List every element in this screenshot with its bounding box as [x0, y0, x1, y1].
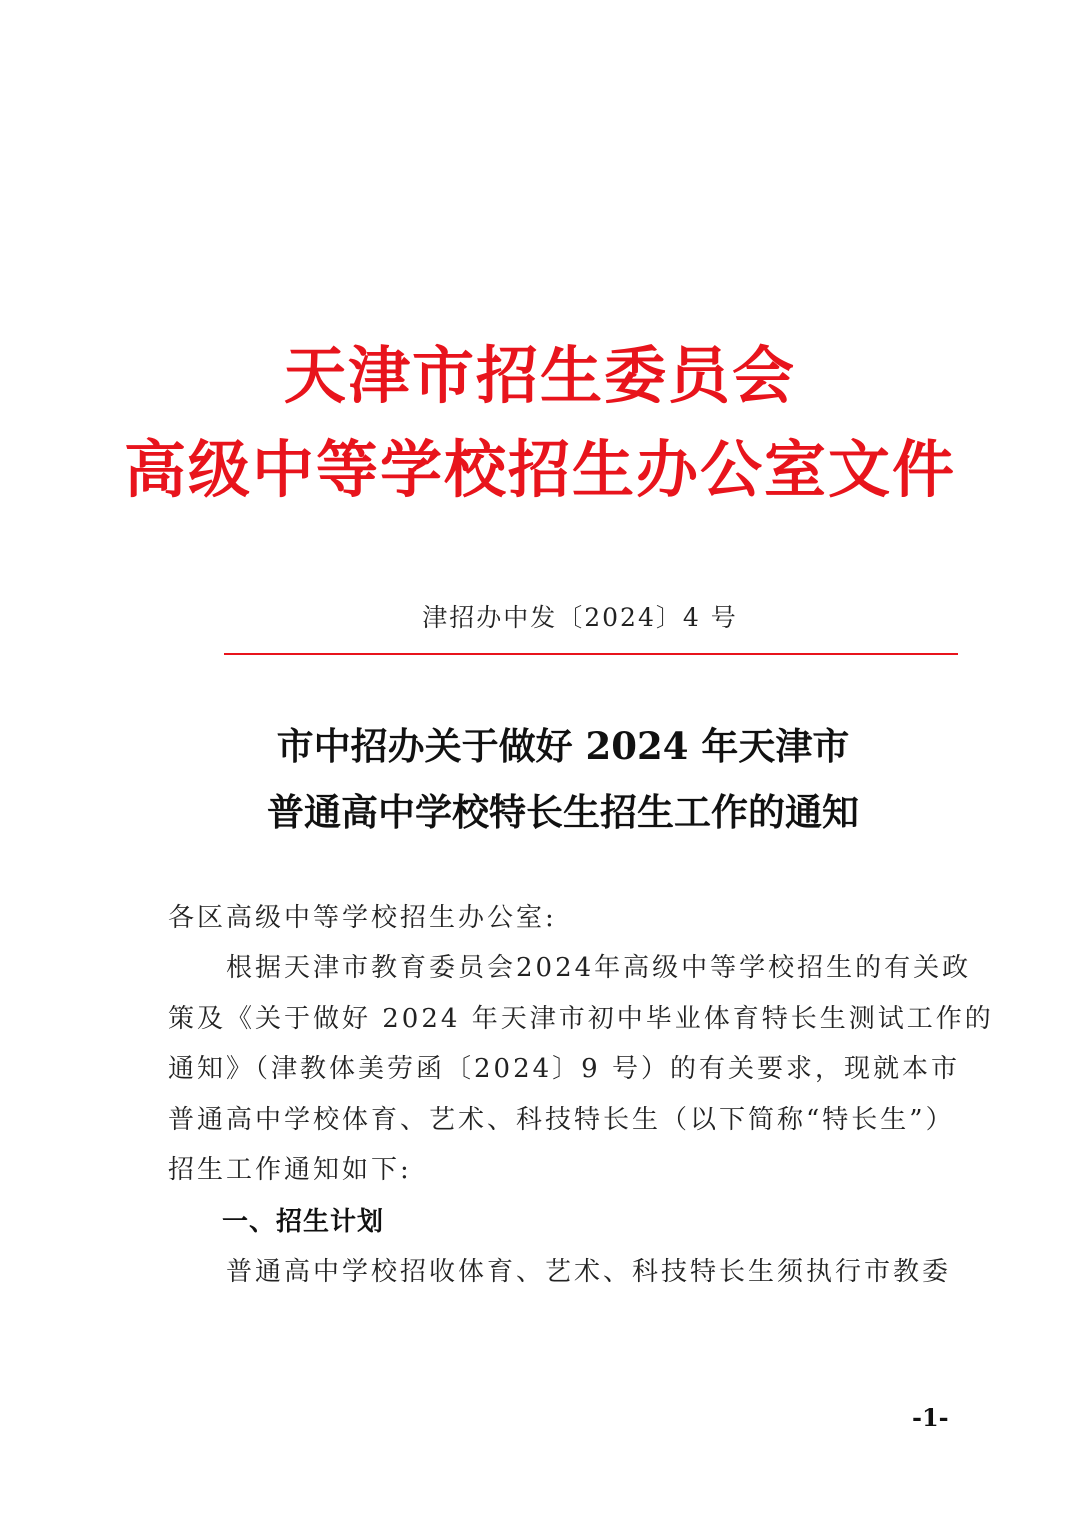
- red-divider-line: [224, 653, 958, 655]
- section-heading: 一、招生计划: [222, 1207, 385, 1237]
- issuer-title-line-2: 高级中等学校招生办公室文件: [123, 433, 956, 506]
- notice-title-line-2: 普通高中学校特长生招生工作的通知: [267, 790, 859, 834]
- body-text-line: 普通高中学校体育、艺术、科技特长生（以下简称“特长生”）: [168, 1105, 955, 1135]
- section-body-line: 普通高中学校招收体育、艺术、科技特长生须执行市教委: [226, 1257, 952, 1287]
- document-number: 津招办中发〔2024〕4 号: [422, 603, 738, 632]
- page-number: -1-: [912, 1403, 949, 1432]
- body-text-line: 招生工作通知如下:: [168, 1155, 412, 1185]
- body-text-line: 通知》（津教体美劳函〔2024〕9 号）的有关要求，现就本市: [168, 1054, 960, 1084]
- salutation: 各区高级中等学校招生办公室:: [168, 903, 557, 933]
- notice-title-line-1: 市中招办关于做好 2024 年天津市: [276, 724, 850, 768]
- body-text-line: 策及《关于做好 2024 年天津市初中毕业体育特长生测试工作的: [168, 1004, 994, 1034]
- issuer-title-line-1: 天津市招生委员会: [283, 339, 796, 412]
- body-text-line: 根据天津市教育委员会2024年高级中等学校招生的有关政: [226, 953, 972, 983]
